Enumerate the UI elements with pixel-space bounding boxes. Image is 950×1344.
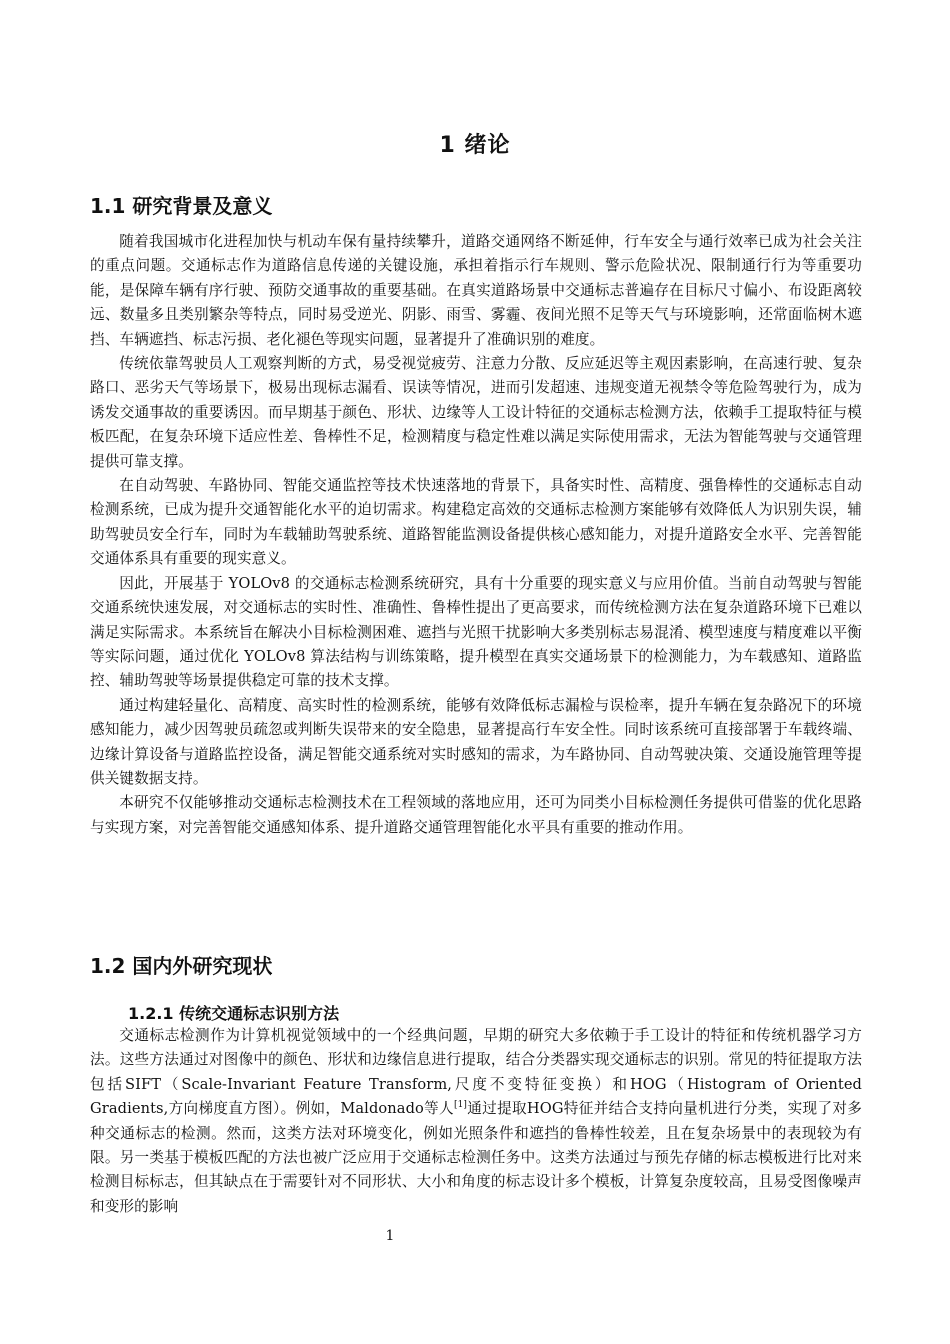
- subsection-1-2-1-body: [90, 1024, 862, 1219]
- section-1-1-body: [90, 230, 862, 840]
- citation-ref[interactable]: [1]: [453, 1100, 468, 1111]
- page-number: 1: [385, 1228, 395, 1244]
- section-heading-1-2: 1.2 国内外研究现状: [90, 954, 273, 978]
- paragraph-text: 通过提取HOG特征并结合支持向量机进行分类，实现了对多种交通标志的检测。然而，这类方法对环境变化，例如光照条件和遮挡的鲁棒性较差，且在复杂场景中的表现较为有限。另一类基于模板匹配的方法也被广泛应用于交通标志检测任务中。这类方法通过与预先存储的标志模板进行比对来检测目标标志，但其缺点在于需要针对不同形状、大小和角度的标志设计多个模板，计算复杂度较高，且易受图像噪声和变形的影响: [90, 1100, 862, 1215]
- paragraph: 因此，开展基于 YOLOv8 的交通标志检测系统研究，具有十分重要的现实意义与应用价值。当前自动驾驶与智能交通系统快速发展，对交通标志的实时性、准确性、鲁棒性提出了更高要求，而传统检测方法在复杂道路环境下已难以满足实际需求。本系统旨在解决小目标检测困难、遮挡与光照干扰影响大多类别标志易混淆、模型速度与精度难以平衡等实际问题，通过优化 YOLOv8 算法结构与训练策略，提升模型在真实交通场景下的检测能力，为车载感知、道路监控、辅助驾驶等场景提供稳定可靠的技术支撑。: [90, 574, 862, 690]
- paragraph: 在自动驾驶、车路协同、智能交通监控等技术快速落地的背景下，具备实时性、高精度、强鲁棒性的交通标志自动检测系统，已成为提升交通智能化水平的迫切需求。构建稳定高效的交通标志检测方案能够有效降低人为识别失误，辅助驾驶员安全行车，同时为车载辅助驾驶系统、道路智能监测设备提供核心感知能力，对提升道路安全水平、完善智能交通体系具有重要的现实意义。: [90, 477, 862, 568]
- section-heading-1-1: 1.1 研究背景及意义: [90, 194, 273, 218]
- paragraph: 随着我国城市化进程加快与机动车保有量持续攀升，道路交通网络不断延伸，行车安全与通行效率已成为社会关注的重点问题。交通标志作为道路信息传递的关键设施，承担着指示行车规则、警示危险状况、限制通行行为等重要功能，是保障车辆有序行驶、预防交通事故的重要基础。在真实道路场景中交通标志普遍存在目标尺寸偏小、布设距离较远、数量多且类别繁杂等特点，同时易受逆光、阴影、雨雪、雾霾、夜间光照不足等天气与环境影响，还常面临树木遮挡、车辆遮挡、标志污损、老化褪色等现实问题，显著提升了准确识别的难度。: [90, 233, 862, 348]
- paragraph: [90, 1024, 862, 1219]
- paragraph: 本研究不仅能够推动交通标志检测技术在工程领域的落地应用，还可为同类小目标检测任务提供可借鉴的优化思路与实现方案，对完善智能交通感知体系、提升道路交通管理智能化水平具有重要的推动作用。: [90, 794, 862, 836]
- subsection-heading-1-2-1: 1.2.1 传统交通标志识别方法: [128, 1004, 340, 1023]
- paragraph-text: 交通标志检测作为计算机视觉领域中的一个经典问题，早期的研究大多依赖于手工设计的特征和传统机器学习方法。这些方法通过对图像中的颜色、形状和边缘信息进行提取，结合分类器实现交通标志的识别。常见的特征提取方法包括SIFT（Scale-Invariant Feature Transform,尺度不变特征变换）和HOG（Histogram of Oriented Gradients,方向梯度直方图）。例如，Maldonado等人: [90, 1027, 862, 1118]
- paragraph: 通过构建轻量化、高精度、高实时性的检测系统，能够有效降低标志漏检与误检率，提升车辆在复杂路况下的环境感知能力，减少因驾驶员疏忽或判断失误带来的安全隐患，显著提高行车安全性。同时该系统可直接部署于车载终端、边缘计算设备与道路监控设备，满足智能交通系统对实时感知的需求，为车路协同、自动驾驶决策、交通设施管理等提供关键数据支持。: [90, 696, 862, 787]
- paragraph: 传统依靠驾驶员人工观察判断的方式，易受视觉疲劳、注意力分散、反应延迟等主观因素影响，在高速行驶、复杂路口、恶劣天气等场景下，极易出现标志漏看、误读等情况，进而引发超速、违规变道无视禁令等危险驾驶行为，成为诱发交通事故的重要诱因。而早期基于颜色、形状、边缘等人工设计特征的交通标志检测方法，依赖手工提取特征与模板匹配，在复杂环境下适应性差、鲁棒性不足，检测精度与稳定性难以满足实际使用需求，无法为智能驾驶与交通管理提供可靠支撑。: [90, 355, 862, 470]
- chapter-title: 1 绪论: [439, 133, 511, 158]
